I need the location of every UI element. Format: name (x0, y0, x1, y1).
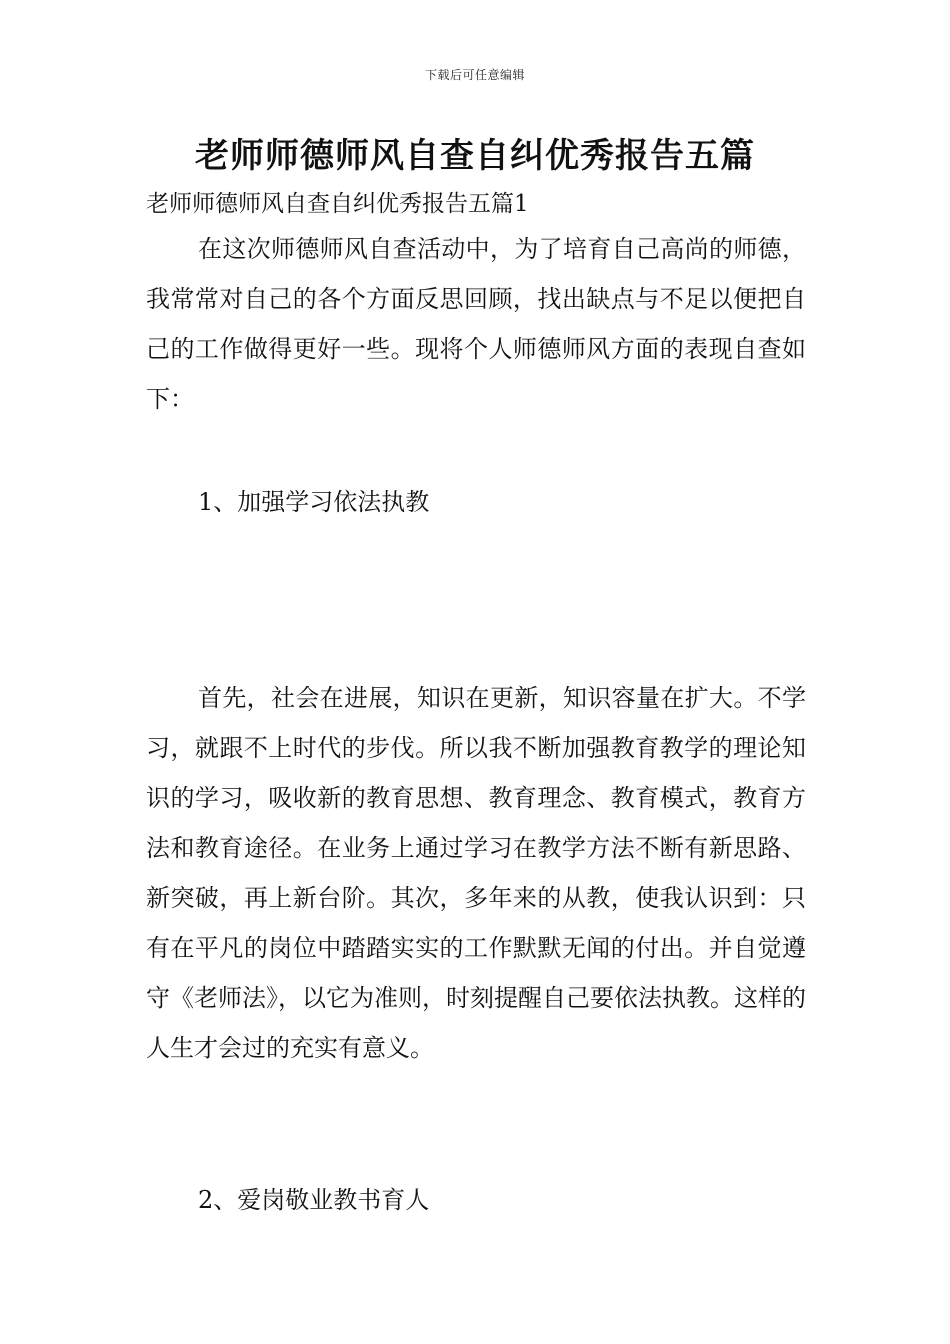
section-heading-2: 2、爱岗敬业教书育人 (198, 1186, 430, 1214)
section-heading-1: 1、加强学习依法执教 (198, 488, 430, 516)
section-subtitle: 老师师德师风自查自纠优秀报告五篇1 (146, 191, 529, 217)
intro-paragraph: 在这次师德师风自查活动中，为了培育自己高尚的师德，我常常对自己的各个方面反思回顾，找出缺点与不足以便把自己的工作做得更好一些。现将个人师德师风方面的表现自查如下： (146, 235, 806, 413)
body-paragraph: 首先，社会在进展，知识在更新，知识容量在扩大。不学习，就跟不上时代的步伐。所以我不断加强教育教学的理论知识的学习，吸收新的教育思想、教育理念、教育模式，教育方法和教育途径。在业务上通过学习在教学方法不断有新思路、新突破，再上新台阶。其次，多年来的从教，使我认识到：只有在平凡的岗位中踏踏实实的工作默默无闻的付出。并自觉遵守《老师法》，以它为准则，时刻提醒自己要依法执教。这样的人生才会过的充实有意义。 (146, 684, 806, 1062)
document-title: 老师师德师风自查自纠优秀报告五篇 (195, 136, 755, 176)
header-note: 下载后可任意编辑 (424, 68, 525, 82)
